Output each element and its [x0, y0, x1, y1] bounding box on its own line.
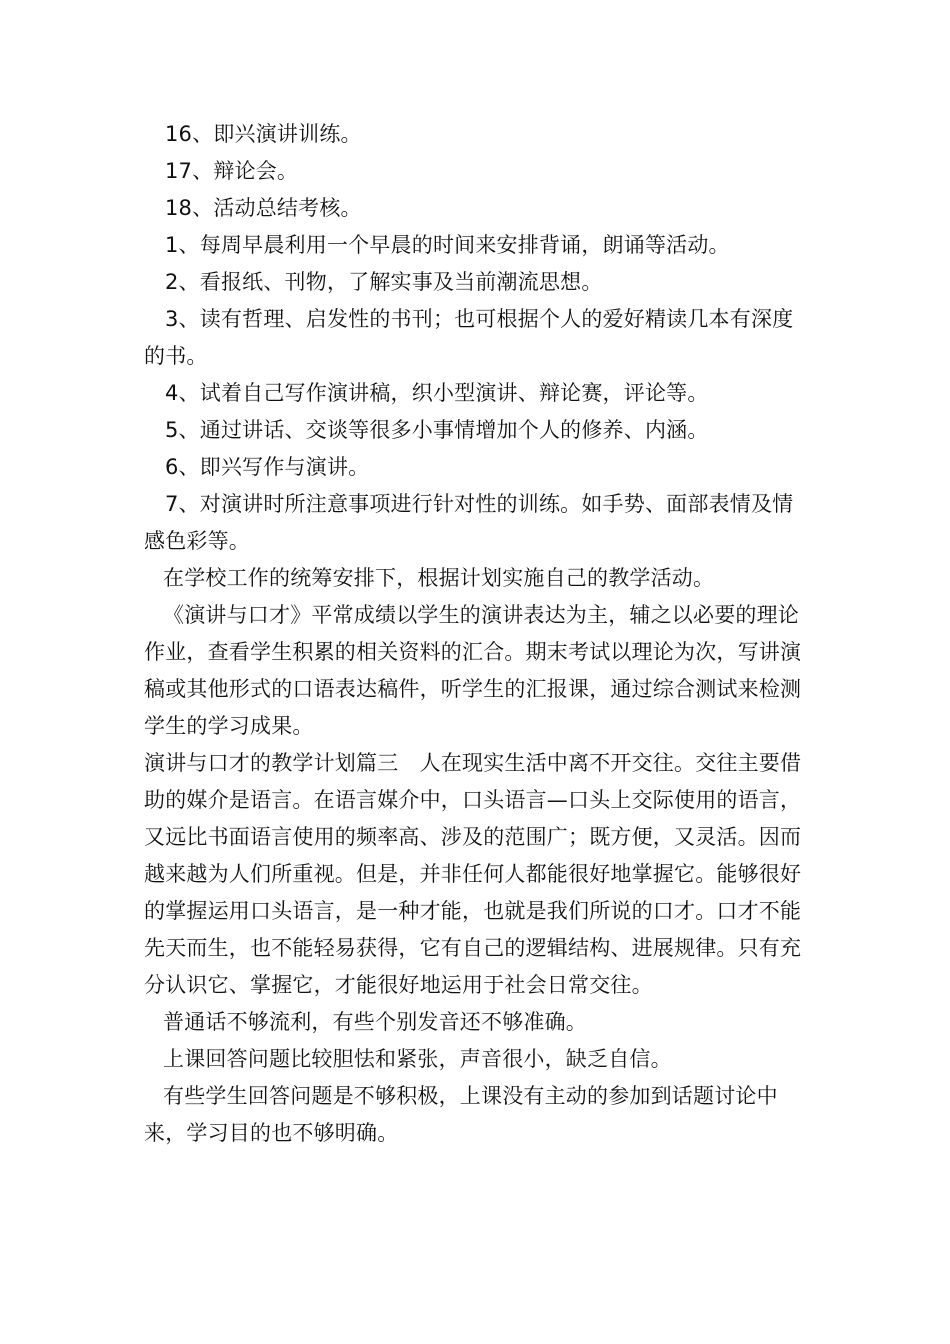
paragraph-item-7: 7、对演讲时所注意事项进行针对性的训练。如手势、面部表情及情感色彩等。 — [144, 492, 794, 553]
paragraph-answering-issue: 上课回答问题比较胆怯和紧张，声音很小，缺乏自信。 — [163, 1047, 672, 1071]
paragraph-item-6: 6、即兴写作与演讲。 — [165, 455, 370, 479]
paragraph-mandarin-issue: 普通话不够流利，有些个别发音还不够准确。 — [163, 1010, 587, 1034]
paragraph-item-18: 18、活动总结考核。 — [165, 196, 362, 220]
paragraph-grading: 《演讲与口才》平常成绩以学生的演讲表达为主，辅之以必要的理论作业，查看学生积累的相关资料的汇合。期末考试以理论为次，写讲演稿或其他形式的口语表达稿件，听学生的汇报课，通过综合测试来检测学生的学习成果。 — [144, 603, 802, 738]
paragraph-item-3: 3、读有哲理、启发性的书刊；也可根据个人的爱好精读几本有深度的书。 — [144, 307, 794, 368]
paragraph-item-4: 4、试着自己写作演讲稿，织小型演讲、辩论赛，评论等。 — [165, 381, 709, 405]
paragraph-item-2: 2、看报纸、刊物，了解实事及当前潮流思想。 — [165, 270, 603, 294]
paragraph-item-5: 5、通过讲话、交谈等很多小事情增加个人的修养、内涵。 — [165, 418, 709, 442]
document-body — [144, 116, 814, 1152]
paragraph-item-16: 16、即兴演讲训练。 — [165, 122, 362, 146]
paragraph-teaching-plan-part-three: 演讲与口才的教学计划篇三 人在现实生活中离不开交往。交往主要借助的媒介是语言。在语言媒介中，口头语言—口头上交际使用的语言，又远比书面语言使用的频率高、涉及的范围广；既方便，又灵活。因而越来越为人们所重视。但是，并非任何人都能很好地掌握它。能够很好的掌握运用口头语言，是一种才能，也就是我们所说的口才。口才不能先天而生，也不能轻易获得，它有自己的逻辑结构、进展规律。只有充分认识它、掌握它，才能很好地运用于社会日常交往。 — [144, 751, 802, 997]
paragraph-item-1: 1、每周早晨利用一个早晨的时间来安排背诵，朗诵等活动。 — [165, 233, 730, 257]
paragraph-participation-issue: 有些学生回答问题是不够积极，上课没有主动的参加到话题讨论中来，学习目的也不够明确。 — [144, 1084, 778, 1145]
paragraph-item-17: 17、辩论会。 — [165, 159, 299, 183]
paragraph-school-plan: 在学校工作的统筹安排下，根据计划实施自己的教学活动。 — [163, 566, 715, 590]
